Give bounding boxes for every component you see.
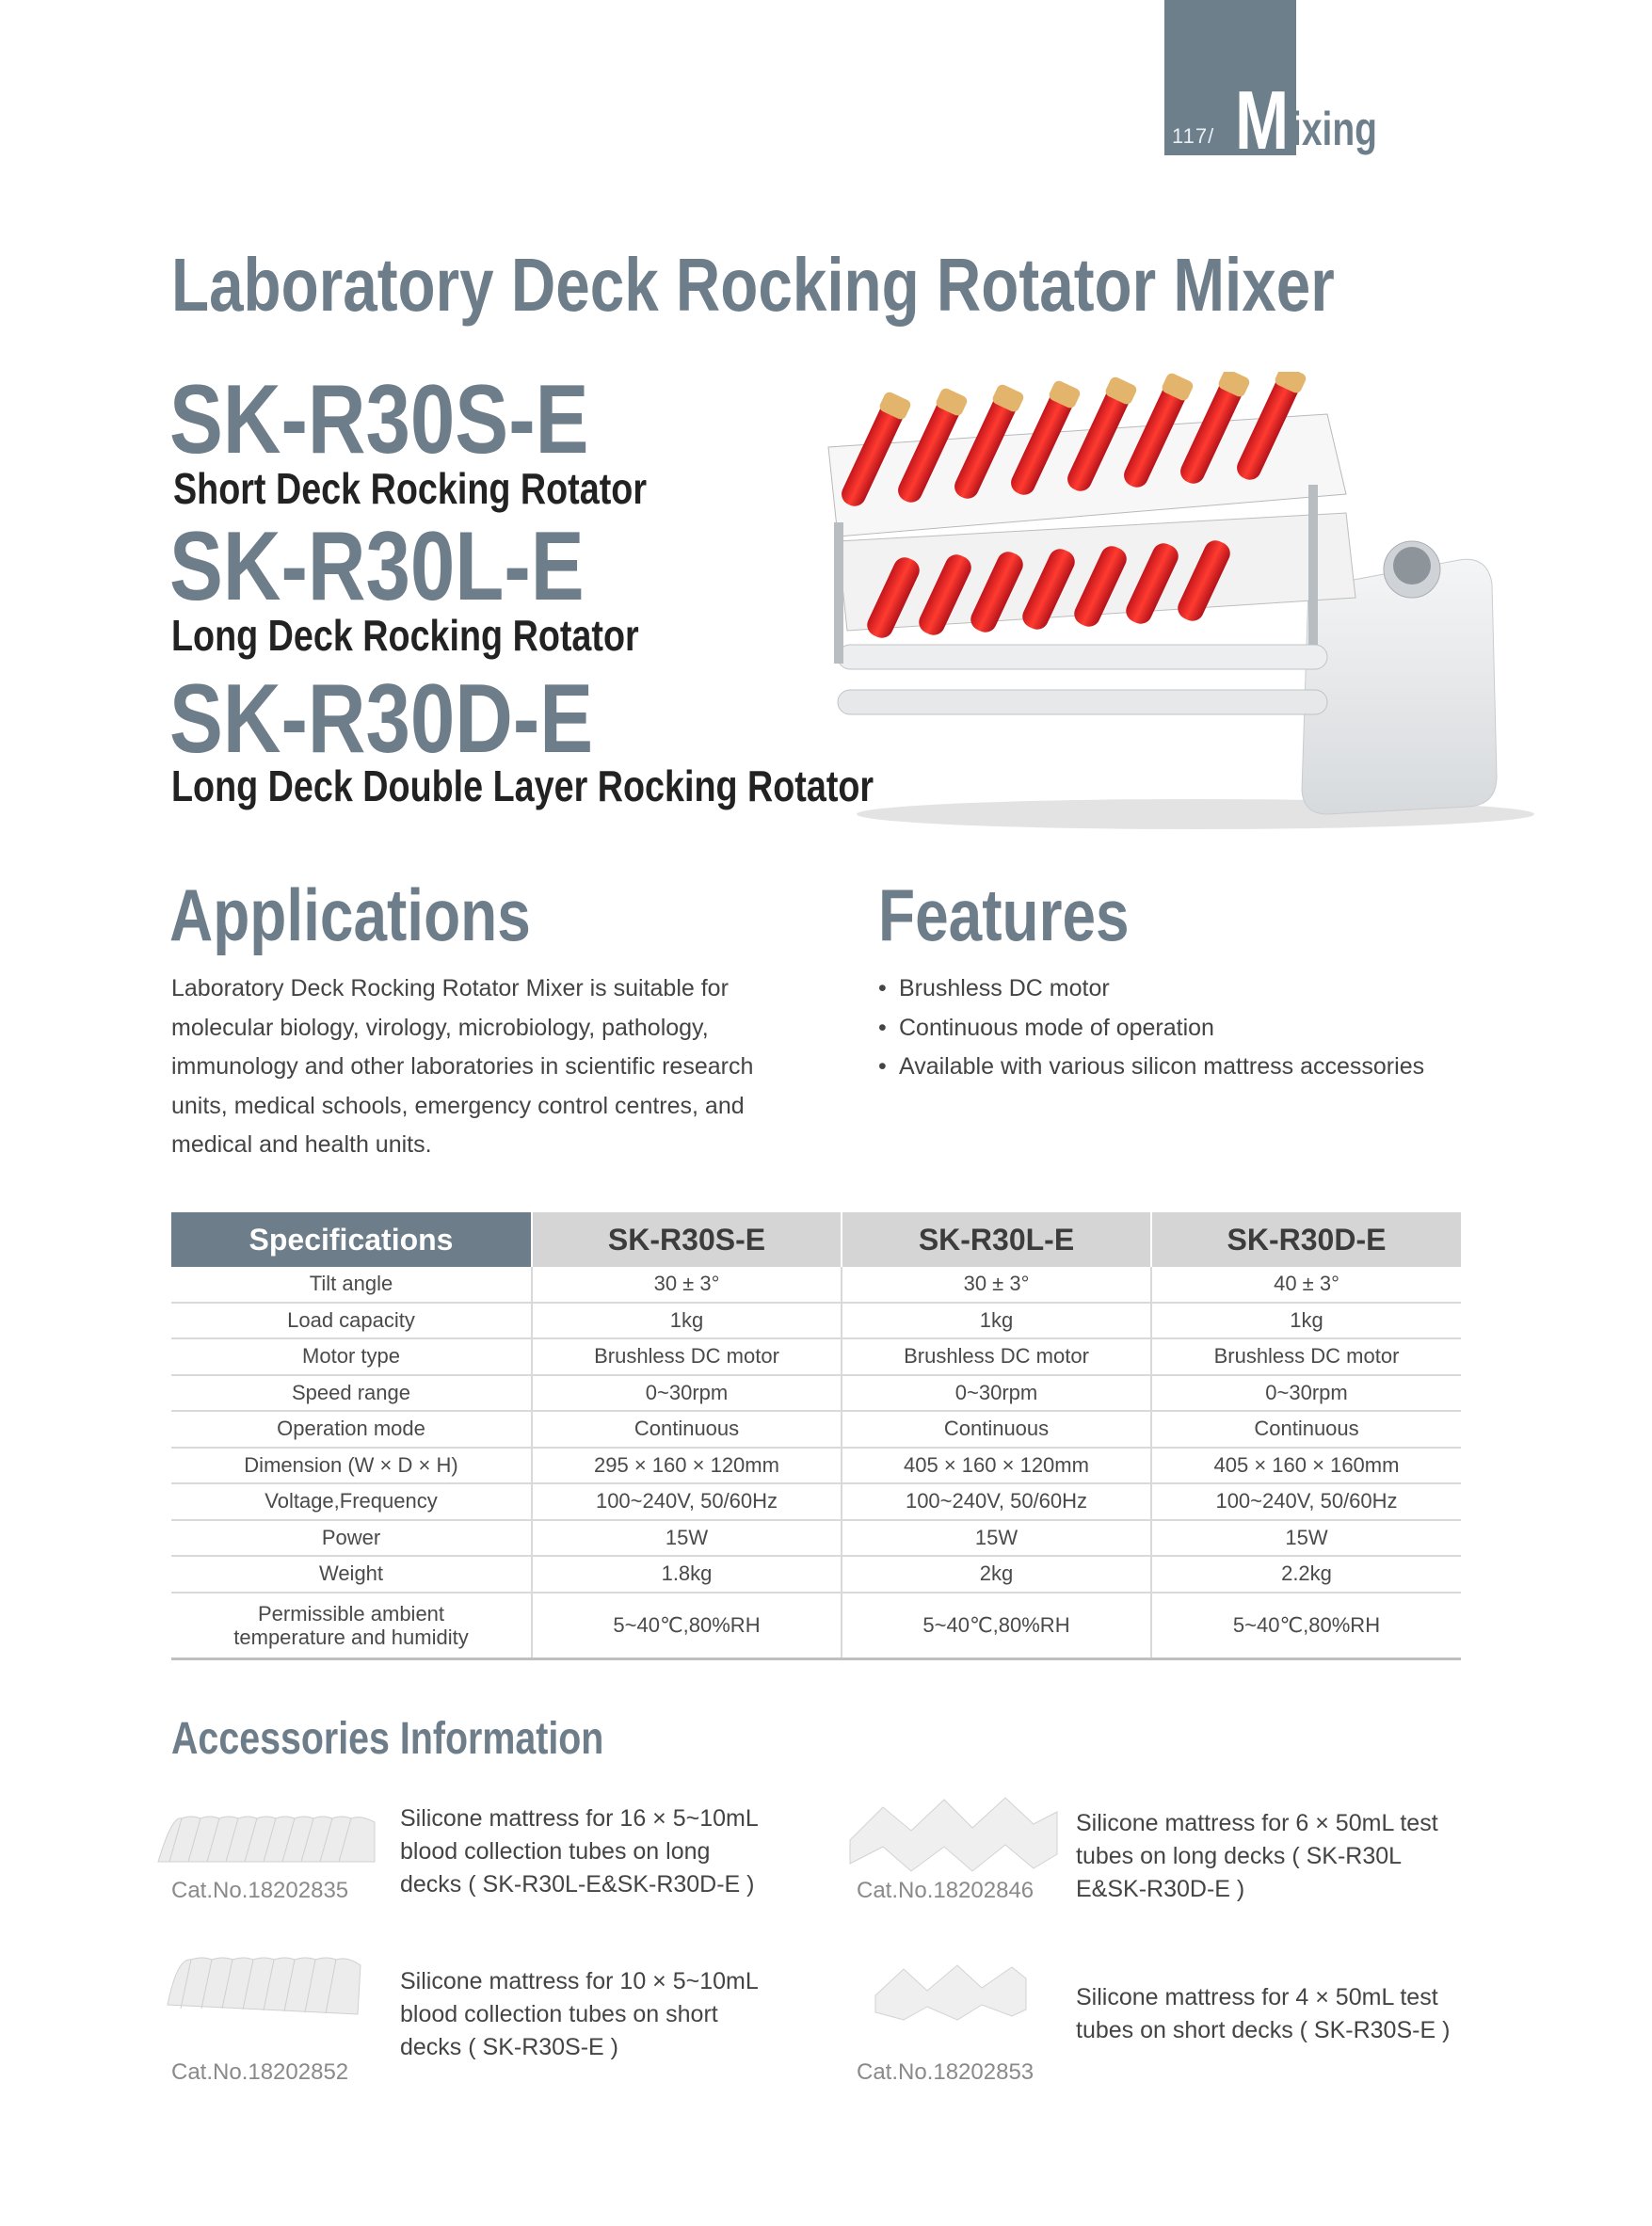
accessory-line: decks ( SK-R30S-E ) <box>400 2034 619 2060</box>
spec-label <box>171 1593 532 1659</box>
spec-value: 1.8kg <box>532 1556 842 1593</box>
catalog-number: Cat.No.18202852 <box>171 2059 349 2085</box>
accessory-line: E&SK-R30D-E ) <box>1076 1876 1245 1902</box>
catalog-number: Cat.No.18202853 <box>857 2059 1035 2085</box>
model-code-d: SK-R30D-E <box>169 665 594 774</box>
applications-heading: Applications <box>169 873 531 956</box>
accessory-line: tubes on short decks ( SK-R30S-E ) <box>1076 2017 1451 2043</box>
feature-item: • Continuous mode of operation <box>878 1009 1424 1049</box>
spec-value: Brushless DC motor <box>532 1338 842 1375</box>
spec-label: Voltage,Frequency <box>171 1483 532 1520</box>
applications-line: medical and health units. <box>171 1131 432 1158</box>
spec-label-line: Permissible ambient <box>257 1601 445 1625</box>
table-header-row <box>171 1212 1461 1267</box>
catalog-number: Cat.No.18202846 <box>857 1878 1035 1903</box>
applications-line: immunology and other laboratories in scientific research <box>171 1053 754 1080</box>
spec-value: Continuous <box>842 1411 1151 1448</box>
table-row <box>171 1483 1461 1520</box>
spec-label: Operation mode <box>171 1411 532 1448</box>
catalog-number: Cat.No.18202835 <box>171 1878 349 1903</box>
applications-line: units, medical schools, emergency control centres, and <box>171 1092 745 1119</box>
model-name-s: Short Deck Rocking Rotator <box>173 464 648 513</box>
table-row <box>171 1520 1461 1557</box>
mattress-image-18202853 <box>871 1958 1031 2024</box>
accessory-description <box>400 1965 805 2064</box>
applications-text <box>171 969 830 1165</box>
spec-value: Continuous <box>1151 1411 1461 1448</box>
model-code-s: SK-R30S-E <box>169 365 589 474</box>
feature-item: • Available with various silicon mattress accessories <box>878 1048 1424 1087</box>
spec-value: 15W <box>842 1520 1151 1557</box>
spec-value: 5~40℃,80%RH <box>1151 1593 1461 1659</box>
section-name: ixing <box>1291 103 1378 155</box>
product-image <box>800 372 1534 833</box>
table-row <box>171 1303 1461 1339</box>
spec-label: Motor type <box>171 1338 532 1375</box>
spec-label: Weight <box>171 1556 532 1593</box>
table-row <box>171 1448 1461 1484</box>
spec-value: 15W <box>1151 1520 1461 1557</box>
feature-item: • Brushless DC motor <box>878 969 1424 1009</box>
accessory-description <box>400 1802 805 1901</box>
model-header-s: SK-R30S-E <box>532 1212 842 1267</box>
applications-line: molecular biology, virology, microbiology, pathology, <box>171 1014 709 1041</box>
spec-value: 30 ± 3° <box>842 1267 1151 1303</box>
spec-value: 2.2kg <box>1151 1556 1461 1593</box>
spec-value: 2kg <box>842 1556 1151 1593</box>
spec-value: 1kg <box>532 1303 842 1339</box>
spec-value: 0~30rpm <box>1151 1375 1461 1412</box>
model-name-l: Long Deck Rocking Rotator <box>171 611 639 660</box>
specifications-header: Specifications <box>171 1212 532 1267</box>
spec-value: 5~40℃,80%RH <box>842 1593 1151 1659</box>
page-number: 117/ <box>1172 124 1215 148</box>
accessory-line: Silicone mattress for 6 × 50mL test <box>1076 1810 1438 1836</box>
table-row <box>171 1556 1461 1593</box>
spec-value: 15W <box>532 1520 842 1557</box>
spec-value: 100~240V, 50/60Hz <box>1151 1483 1461 1520</box>
spec-value: 5~40℃,80%RH <box>532 1593 842 1659</box>
applications-line: Laboratory Deck Rocking Rotator Mixer is suitable for <box>171 975 729 1001</box>
spec-label: Dimension (W × D × H) <box>171 1448 532 1484</box>
accessory-description <box>1076 1981 1509 2047</box>
accessory-description <box>1076 1807 1481 1906</box>
table-row <box>171 1411 1461 1448</box>
spec-value: 405 × 160 × 160mm <box>1151 1448 1461 1484</box>
spec-value: 0~30rpm <box>532 1375 842 1412</box>
accessory-line: blood collection tubes on long <box>400 1838 711 1865</box>
spec-value: 1kg <box>842 1303 1151 1339</box>
spec-value: 1kg <box>1151 1303 1461 1339</box>
table-row <box>171 1267 1461 1303</box>
section-initial: M <box>1235 73 1290 167</box>
spec-label-line: temperature and humidity <box>233 1625 469 1649</box>
model-code-l: SK-R30L-E <box>169 512 585 621</box>
table-row <box>171 1593 1461 1659</box>
mattress-image-18202846 <box>845 1788 1062 1873</box>
spec-value: 0~30rpm <box>842 1375 1151 1412</box>
mattress-image-18202835 <box>149 1805 384 1871</box>
spec-label: Speed range <box>171 1375 532 1412</box>
mattress-image-18202852 <box>158 1946 370 2022</box>
spec-value: Brushless DC motor <box>1151 1338 1461 1375</box>
page-title: Laboratory Deck Rocking Rotator Mixer <box>171 243 1335 327</box>
spec-value: 40 ± 3° <box>1151 1267 1461 1303</box>
features-heading: Features <box>878 873 1130 956</box>
spec-value: 100~240V, 50/60Hz <box>532 1483 842 1520</box>
specifications-table <box>171 1212 1461 1660</box>
spec-value: 405 × 160 × 120mm <box>842 1448 1151 1484</box>
spec-value: 295 × 160 × 120mm <box>532 1448 842 1484</box>
table-row <box>171 1338 1461 1375</box>
accessory-line: blood collection tubes on short <box>400 2001 718 2027</box>
features-list <box>878 969 1424 1087</box>
accessory-line: Silicone mattress for 4 × 50mL test <box>1076 1984 1438 2010</box>
accessory-line: decks ( SK-R30L-E&SK-R30D-E ) <box>400 1871 755 1898</box>
spec-label: Load capacity <box>171 1303 532 1339</box>
spec-value: Continuous <box>532 1411 842 1448</box>
spec-label: Power <box>171 1520 532 1557</box>
spec-value: 30 ± 3° <box>532 1267 842 1303</box>
model-name-d: Long Deck Double Layer Rocking Rotator <box>171 761 874 810</box>
model-header-l: SK-R30L-E <box>842 1212 1151 1267</box>
accessories-heading: Accessories Information <box>171 1714 604 1764</box>
spec-label: Tilt angle <box>171 1267 532 1303</box>
model-header-d: SK-R30D-E <box>1151 1212 1461 1267</box>
table-row <box>171 1375 1461 1412</box>
spec-value: 100~240V, 50/60Hz <box>842 1483 1151 1520</box>
accessory-line: Silicone mattress for 16 × 5~10mL <box>400 1805 759 1832</box>
accessory-line: Silicone mattress for 10 × 5~10mL <box>400 1968 759 1994</box>
spec-value: Brushless DC motor <box>842 1338 1151 1375</box>
accessory-line: tubes on long decks ( SK-R30L <box>1076 1843 1403 1869</box>
